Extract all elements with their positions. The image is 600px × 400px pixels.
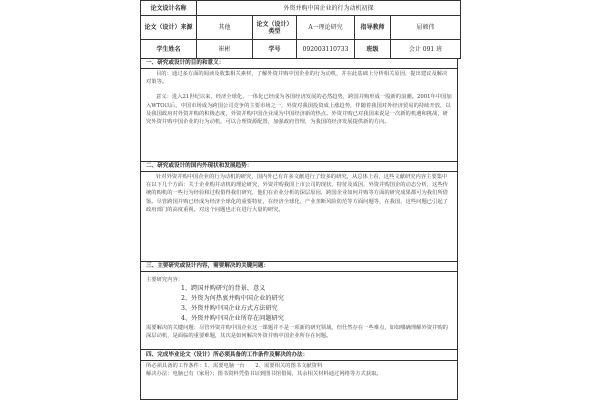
list-item: 1、跨国并购研究的背景、意义 (181, 285, 266, 293)
paragraph: 所必须具备的工作条件：1、需要电脑一台 2、需要相关的图书文献资料 (146, 363, 323, 369)
intro-text: 主要研究内容： (146, 277, 184, 283)
list-item: 4、外资并购中国企业所存在问题研究 (181, 315, 284, 323)
list-item: 3、外资并购中国企业方式方法研究 (181, 305, 278, 313)
student-id-label: 学号 (253, 40, 297, 59)
proposal-form (140, 0, 460, 400)
section-title: 三、主要研究或设计内容，需要解决的关键问题： (141, 262, 457, 272)
paragraph: 需要解决的关键问题：尽管外资并购中国企业这一课题并不是一项新的研究领域，但仕然存在一些难点，如如哪确理解外资并购的深层动机，是面临的重要难题，其次是如何解决外资并购中国企业所存在问题。 (146, 325, 448, 340)
title-label: 论文设计名称 (141, 1, 197, 16)
section-title: 二、研究或设计的国内外现状和发展趋势： (141, 162, 457, 172)
class-label: 班级 (355, 40, 391, 59)
student-name-label: 学生姓名 (141, 40, 197, 59)
type-value: A一理论研究 (297, 16, 355, 40)
advisor-value: 屈顿伟 (391, 16, 461, 40)
paragraph: 解决办法：电脑已有（家用）；图书资料凭借书证到图书馆借阅，其余相关材料通过网络等方式获取。 (146, 371, 382, 378)
type-label: 论文（设计）类型 (253, 16, 297, 40)
title-value: 外资并购中国企业的行为动机初探 (197, 1, 461, 16)
section-title: 四、完成毕业论文（设计）所必须具备的工作条件及解决的办法： (141, 351, 457, 361)
list-item: 2、外资为何热衷并购中国企业的研究 (181, 295, 284, 303)
source-row (141, 16, 461, 40)
paragraph: 目的：通过多方面的阅读及收集相关素材，了解外资并购中国企业的行为动机，并在此基础上分析相关原因，提出建议及解决对策等。 (146, 71, 448, 86)
paragraph: 意义：进入21世纪以来，经济全球化、一体化已经成为各国经济发展的必然趋势，跨国并购形成一股新的浪潮。2001年中国加入WTO以后，中国市场成为跨国公司竞争的主要市场之一，外资对我国投资成上涨趋势，伴随着我国对外经济贸易的持续开放，以及我国政府对外资并购的积极态度，外资并购中国企业成为中国经济新的热点。外资并购已对我国来说是一次新的机遇和挑战，研究外资并购中国企业的行为动机，可以合理资源配置，加强政府管理，为我国的经济发展提供新的方向。 (146, 94, 452, 126)
advisor-label: 指导教师 (355, 16, 391, 40)
title-row (141, 1, 461, 16)
source-value: 其他 (197, 16, 253, 40)
student-id-value: 092003110733 (297, 40, 355, 59)
student-row (141, 40, 461, 59)
section-body (141, 361, 457, 378)
section-body (141, 172, 457, 214)
class-value: 会计 091 班 (391, 40, 461, 59)
source-label: 论文（设计）来源 (141, 16, 197, 40)
section-status (140, 162, 458, 262)
section-body (141, 272, 457, 341)
section-title: 一、研究或设计的目的和意义： (141, 59, 457, 69)
header-table (140, 0, 461, 59)
paragraph: 针对外资并购中国企业的行为动机的研究，国内外已有许多文献进行了较多的研究，从总体上看，这些文献研究内容主要集中在以下几个方面：关于企业购并动机的理论研究，外资并购我国上市公司的现状、特征及成因，外资并购国企的动态分析，这些传统的购机的一些行为经验和过程借得我们研究，他们在企业分析的深层原因，跨国企业如何并购等方面的研究成果都可为我们所借鉴。尽管跨国并购已经成为经济全球化的重要特征，在经济全球化、产业垄断风险防范等方面问题等，在我国，这些问题已引起了政府部门的高度重视，对这个问题也正在进行大量的研究。 (146, 174, 448, 213)
section-content (140, 262, 458, 350)
section-purpose (140, 59, 458, 162)
section-body (141, 69, 457, 126)
student-name-value: 崔彬 (197, 40, 253, 59)
section-conditions (140, 350, 458, 400)
